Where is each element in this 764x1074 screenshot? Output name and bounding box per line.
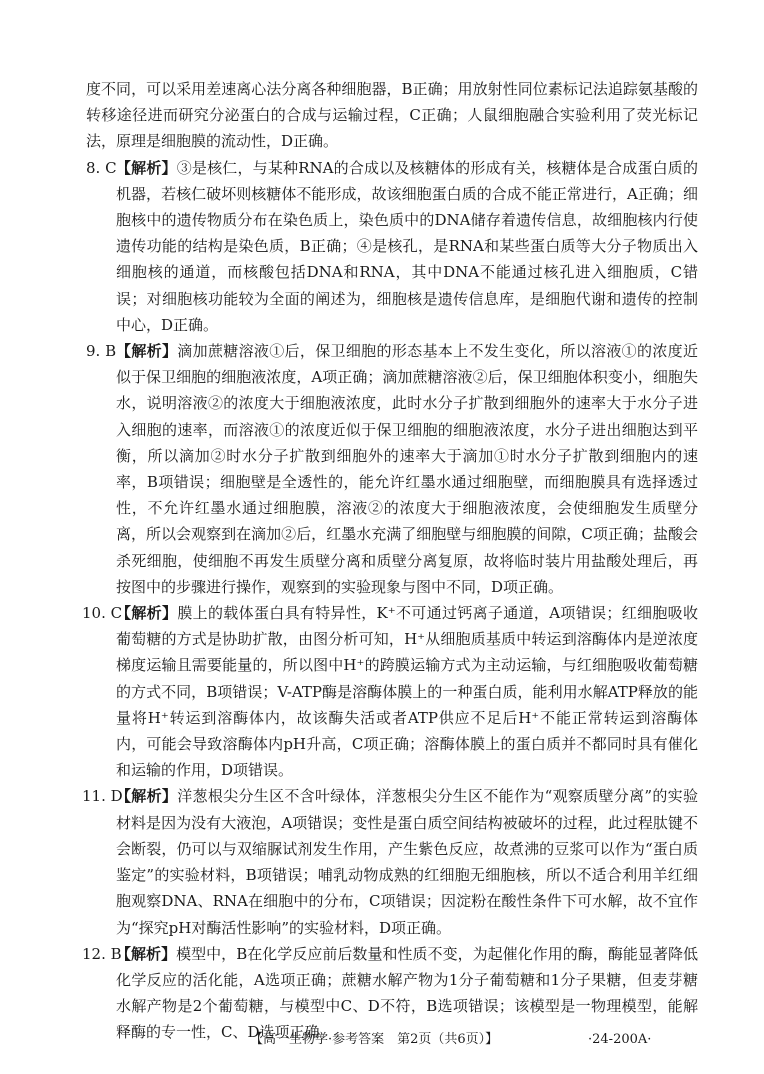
answer-body — [116, 338, 698, 600]
analysis-label: 【解析】 — [116, 342, 178, 361]
analysis-text: 洋葱根尖分生区不含叶绿体，洋葱根尖分生区不能作为“观察质壁分离”的实验材料是因为没有大液泡，A项错误；变性是蛋白质空间结构被破坏的过程，此过程肽键不会断裂，仍可以与双缩脲试剂发生作用，产生紫色反应，故煮沸的豆浆可以作为“蛋白质鉴定”的实验材料，B项错误；哺乳动物成熟的红细胞无细胞核，所以不适合利用羊红细胞观察DNA、RNA在细胞中的分布，C项错误；因淀粉在酸性条件下可水解，故不宜作为“探究pH对酶活性影响”的实验材料，D项正确。 — [116, 787, 698, 937]
intro-paragraph: 度不同，可以采用差速离心法分离各种细胞器，B正确；用放射性同位素标记法追踪氨基酸的转移途径进而研究分泌蛋白的合成与运输过程，C正确；人鼠细胞融合实验利用了荧光标记法，原理是细胞膜的流动性，D正确。 — [86, 80, 698, 151]
footer-code: ·24-200A· — [588, 1032, 652, 1047]
answer-body — [116, 600, 698, 783]
answer-body — [116, 783, 698, 940]
question-number: 9. B — [86, 342, 117, 361]
analysis-text: 膜上的载体蛋白具有特异性，K⁺不可通过钙离子通道，A项错误；红细胞吸收葡萄糖的方式是协助扩散，由图分析可知，H⁺从细胞质基质中转运到溶酶体内是逆浓度梯度运输且需要能量的，所以图中H⁺的跨膜运输方式为主动运输，与红细胞吸收葡萄糖的方式不同，B项错误；V-ATP酶是溶酶体膜上的一种蛋白质，能利用水解ATP释放的能量将H⁺转运到溶酶体内，故该酶失活或者ATP供应不足后H⁺不能正常转运到溶酶体内，可能会导致溶酶体内pH升高，C项正确；溶酶体膜上的蛋白质并不都同时具有催化和运输的作用，D项错误。 — [116, 604, 698, 780]
analysis-text: ③是核仁，与某种RNA的合成以及核糖体的形成有关，核糖体是合成蛋白质的机器，若核仁破坏则核糖体不能形成，故该细胞蛋白质的合成不能正常进行，A正确；细胞核中的遗传物质分布在染色质上，染色质中的DNA储存着遗传信息，故细胞核内行使遗传功能的结构是染色质，B正确；④是核孔，是RNA和某些蛋白质等大分子物质出入细胞核的通道，而核酸包括DNA和RNA，其中DNA不能通过核孔进入细胞质，C错误；对细胞核功能较为全面的阐述为，细胞核是遗传信息库，是细胞代谢和遗传的控制中心，D正确。 — [116, 158, 698, 334]
analysis-label: 【解析】 — [116, 944, 177, 963]
question-number: 11. D — [82, 787, 123, 806]
analysis-label: 【解析】 — [116, 158, 177, 177]
page-footer — [0, 1030, 764, 1050]
answer-content — [82, 76, 698, 1046]
answer-item-10 — [82, 600, 698, 783]
analysis-text: 滴加蔗糖溶液①后，保卫细胞的形态基本上不发生变化，所以溶液①的浓度近似于保卫细胞的细胞液浓度，A项正确；滴加蔗糖溶液②后，保卫细胞体积变小，细胞失水，说明溶液②的浓度大于细胞液浓度，此时水分子扩散到细胞外的速率大于水分子进入细胞的速率，而溶液①的浓度近似于保卫细胞的细胞液浓度，水分子进出细胞达到平衡，所以滴加②时水分子扩散到细胞外的速率大于滴加①时水分子扩散到细胞内的速率，B项错误；细胞壁是全透性的，能允许红墨水通过细胞壁，而细胞膜具有选择透过性，不允许红墨水通过细胞膜，溶液②的浓度大于细胞液浓度，会使细胞发生质壁分离，所以会观察到在滴加②后，红墨水充满了细胞壁与细胞膜的间隙，C项正确；盐酸会杀死细胞，使细胞不再发生质壁分离和质壁分离复原，故将临时装片用盐酸处理后，再按图中的步骤进行操作，观察到的实验现象与图中不同，D项正确。 — [116, 342, 698, 596]
question-number: 8. C — [86, 158, 117, 177]
footer-title: 【高一生物学·参考答案 第2页（共6页）】 — [250, 1032, 499, 1047]
answer-item-9 — [86, 338, 698, 600]
answer-body — [116, 155, 698, 338]
analysis-label: 【解析】 — [116, 787, 178, 806]
analysis-label: 【解析】 — [116, 604, 178, 623]
analysis-text: 模型中，B在化学反应前后数量和性质不变，为起催化作用的酶，酶能显著降低化学反应的活化能，A选项正确；蔗糖水解产物为1分子葡萄糖和1分子果糖，但麦芽糖水解产物是2个葡萄糖，与模型中C、D不符，B选项错误；该模型是一物理模型，能解释酶的专一性，C、D选项正确。 — [116, 944, 698, 1042]
question-number: 12. B — [82, 944, 122, 963]
answer-item-8 — [86, 155, 698, 338]
question-number: 10. C — [82, 604, 123, 623]
answer-item-11 — [82, 783, 698, 940]
